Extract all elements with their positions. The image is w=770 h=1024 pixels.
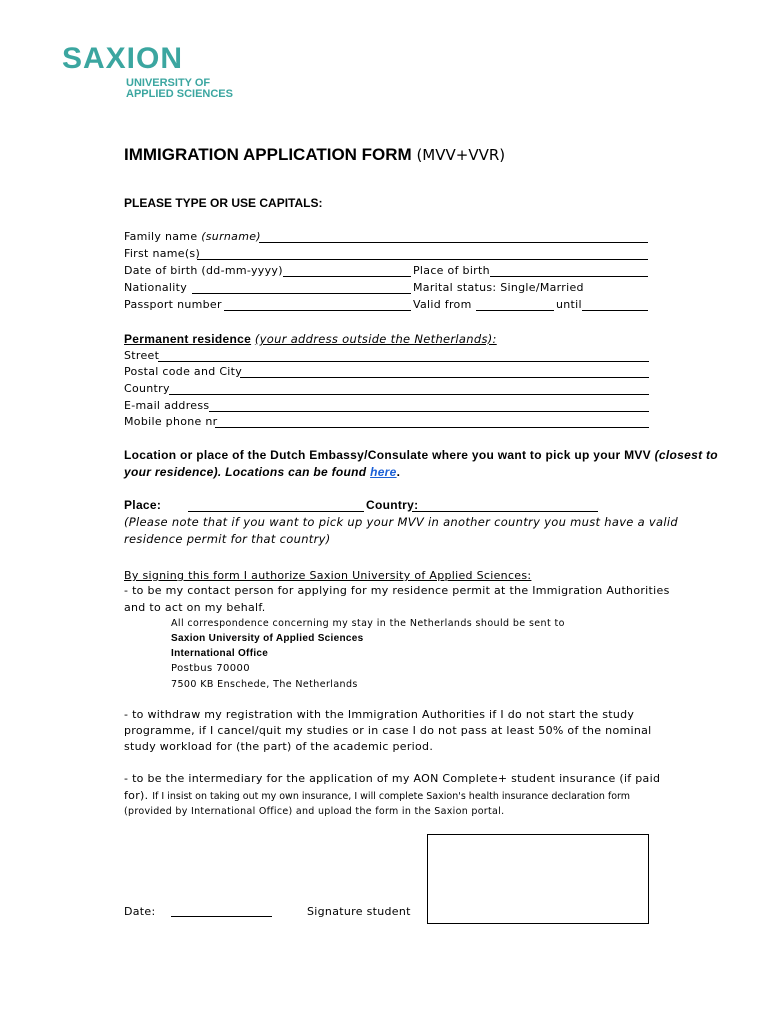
authorize-item-3b-1: for). bbox=[124, 789, 149, 802]
embassy-note-2: residence permit for that country) bbox=[124, 532, 331, 546]
passport-number-label: Passport number bbox=[124, 298, 222, 311]
authorize-item-2a: - to withdraw my registration with the Immigration Authorities if I do not start the study bbox=[124, 708, 635, 721]
authorize-item-2b: programme, if I cancel/quit my studies or in case I do not pass at least 50% of the nominal bbox=[124, 724, 652, 737]
signature-box[interactable] bbox=[427, 834, 649, 924]
passport-number-field[interactable] bbox=[224, 298, 411, 311]
address-line-2: International Office bbox=[171, 648, 269, 659]
mobile-label: Mobile phone nr bbox=[124, 415, 218, 428]
dob-label: Date of birth (dd-mm-yyyy) bbox=[124, 264, 283, 277]
authorize-item-1b: and to act on my behalf. bbox=[124, 601, 266, 614]
address-line-4: 7500 KB Enschede, The Netherlands bbox=[171, 679, 358, 690]
mobile-field[interactable] bbox=[215, 415, 649, 428]
saxion-logo bbox=[62, 38, 242, 102]
valid-from-label: Valid from bbox=[413, 298, 472, 311]
authorize-item-3b-row bbox=[124, 788, 630, 803]
place-label: Place: bbox=[124, 498, 162, 512]
until-field[interactable] bbox=[582, 298, 648, 311]
instruction-text: PLEASE TYPE OR USE CAPITALS: bbox=[124, 196, 323, 210]
first-names-label: First name(s) bbox=[124, 247, 201, 260]
family-name-field[interactable] bbox=[259, 230, 648, 243]
place-of-birth-label: Place of birth bbox=[413, 264, 490, 277]
residence-hint: (your address outside the Netherlands): bbox=[254, 332, 497, 346]
embassy-heading: Location or place of the Dutch Embassy/Consulate where you want to pick up your MVV bbox=[124, 448, 651, 462]
residence-heading-row bbox=[124, 332, 497, 347]
title-main: IMMIGRATION APPLICATION FORM bbox=[124, 145, 412, 164]
address-line-3: Postbus 70000 bbox=[171, 663, 251, 674]
embassy-country-label: Country: bbox=[366, 498, 419, 512]
title-suffix: (MVV+VVR) bbox=[416, 146, 506, 164]
embassy-hint-b: your residence). Locations can be found bbox=[124, 465, 367, 479]
residence-heading: Permanent residence bbox=[124, 332, 252, 346]
embassy-period: . bbox=[396, 465, 401, 479]
embassy-locations-link[interactable]: here bbox=[370, 465, 397, 479]
logo-line-2: APPLIED SCIENCES bbox=[126, 88, 233, 100]
embassy-heading-row-2 bbox=[124, 465, 400, 480]
date-field[interactable] bbox=[171, 904, 272, 917]
embassy-country-field[interactable] bbox=[412, 499, 598, 512]
place-of-birth-field[interactable] bbox=[490, 264, 648, 277]
embassy-heading-row bbox=[124, 448, 718, 463]
authorize-item-3c: (provided by International Office) and upload the form in the Saxion portal. bbox=[124, 806, 505, 817]
street-field[interactable] bbox=[158, 349, 649, 362]
correspondence-text: All correspondence concerning my stay in the Netherlands should be sent to bbox=[171, 618, 565, 629]
email-field[interactable] bbox=[209, 399, 649, 412]
nationality-field[interactable] bbox=[192, 281, 411, 294]
email-label: E-mail address bbox=[124, 399, 210, 412]
until-label: until bbox=[556, 298, 582, 311]
authorize-item-1a: - to be my contact person for applying for my residence permit at the Immigration Authorities bbox=[124, 584, 670, 597]
authorize-item-3b-2: If I insist on taking out my own insurance, I will complete Saxion's health insurance declaration form bbox=[152, 791, 631, 802]
country-label: Country bbox=[124, 382, 170, 395]
dob-field[interactable] bbox=[283, 264, 411, 277]
logo-wordmark: SAXION bbox=[62, 42, 184, 75]
valid-from-field[interactable] bbox=[476, 298, 554, 311]
signature-label: Signature student bbox=[307, 905, 411, 918]
postal-city-label: Postal code and City bbox=[124, 365, 243, 378]
authorize-item-2c: study workload for (the part) of the academic period. bbox=[124, 740, 434, 753]
family-name-label: Family name bbox=[124, 230, 198, 243]
authorize-item-3a: - to be the intermediary for the application of my AON Complete+ student insurance (if paid bbox=[124, 772, 661, 785]
nationality-label: Nationality bbox=[124, 281, 188, 294]
authorize-heading: By signing this form I authorize Saxion University of Applied Sciences: bbox=[124, 569, 532, 582]
page-title bbox=[124, 145, 505, 165]
date-label: Date: bbox=[124, 905, 156, 918]
street-label: Street bbox=[124, 349, 160, 362]
embassy-note-1: (Please note that if you want to pick up your MVV in another country you must have a valid bbox=[124, 515, 678, 529]
family-name-row bbox=[124, 229, 261, 244]
country-field[interactable] bbox=[169, 382, 649, 395]
embassy-hint-a: (closest to bbox=[654, 448, 718, 462]
first-names-field[interactable] bbox=[197, 247, 648, 260]
place-field[interactable] bbox=[188, 499, 364, 512]
postal-city-field[interactable] bbox=[240, 365, 649, 378]
family-name-hint: (surname) bbox=[201, 230, 261, 243]
marital-status-label: Marital status: Single/Married bbox=[413, 281, 584, 294]
address-line-1: Saxion University of Applied Sciences bbox=[171, 633, 364, 644]
logo-line-1: UNIVERSITY OF bbox=[126, 77, 211, 89]
